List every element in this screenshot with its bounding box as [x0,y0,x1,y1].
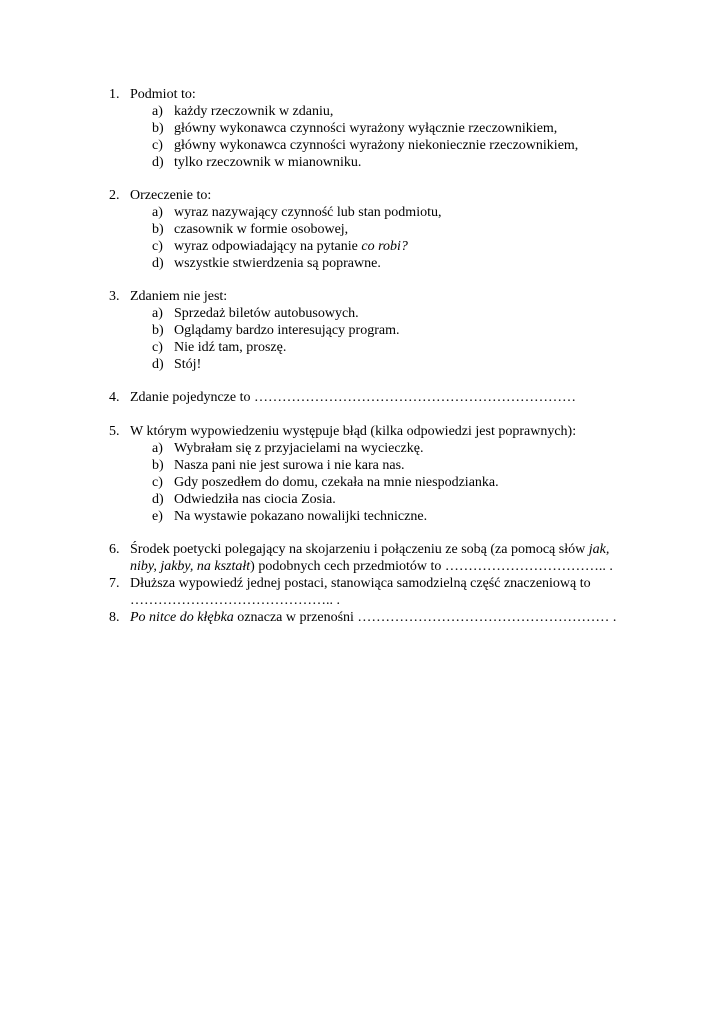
option-letter: b) [152,458,164,473]
option-text: tylko rzeczownik w mianowniku. [174,155,362,170]
question-text: Zdaniem nie jest: [130,289,228,304]
option-text: czasownik w formie osobowej, [174,222,349,237]
option-text: główny wykonawca czynności wyrażony niekoniecznie rzeczownikiem, [174,138,579,153]
option-text: Odwiedziła nas ciocia Zosia. [174,492,336,507]
option-letter: d) [152,357,164,372]
question-text: Zdanie pojedyncze to …………………………………………………………… [130,390,577,405]
option-letter: d) [152,155,164,170]
option-text: Oglądamy bardzo interesujący program. [174,323,400,338]
question-text [130,609,616,626]
option-letter: a) [152,306,163,321]
option-letter: c) [152,138,163,153]
question-text: Orzeczenie to: [130,188,212,203]
question-text-italic: niby, jakby, na kształt [130,559,251,574]
question-number: 5. [109,424,120,439]
option-letter: d) [152,492,164,507]
question-text-plain: ) podobnych cech przedmiotów to …………………………….. . [250,559,613,574]
question-number: 2. [109,188,120,203]
question-number: 8. [109,610,120,625]
question-number: 1. [109,87,120,102]
question-text-italic: jak, [588,542,610,557]
question-text: Dłuższa wypowiedź jednej postaci, stanowiąca samodzielną część znaczeniową to [130,576,591,591]
question-text-plain: oznacza w przenośni ……………………………………………… . [233,610,617,625]
option-text: Nie idź tam, proszę. [174,340,287,355]
option-letter: a) [152,441,163,456]
option-text: Wybrałam się z przyjacielami na wycieczkę. [174,441,424,456]
question-number: 7. [109,576,120,591]
question-number: 3. [109,289,120,304]
option-letter: b) [152,121,164,136]
option-text: Gdy poszedłem do domu, czekała na mnie niespodzianka. [174,475,499,490]
question-number: 4. [109,390,120,405]
option-text: wszystkie stwierdzenia są poprawne. [174,256,381,271]
option-text [174,238,408,255]
question-text-plain: Środek poetycki polegający na skojarzeniu i połączeniu ze sobą (za pomocą słów [130,542,589,557]
option-letter: a) [152,104,163,119]
question-text: Podmiot to: [130,87,196,102]
question-text-continued: …………………………………….. . [130,593,340,608]
option-text: Sprzedaż biletów autobusowych. [174,306,359,321]
option-letter: b) [152,323,164,338]
option-text: główny wykonawca czynności wyrażony wyłącznie rzeczownikiem, [174,121,558,136]
option-text: Na wystawie pokazano nowalijki techniczne. [174,509,428,524]
question-text-continued [130,558,613,575]
option-text: wyraz nazywający czynność lub stan podmiotu, [174,205,442,220]
option-letter: e) [152,509,163,524]
option-text: Nasza pani nie jest surowa i nie kara nas. [174,458,405,473]
question-number: 6. [109,542,120,557]
option-letter: c) [152,239,163,254]
question-text-italic: Po nitce do kłębka [130,610,234,625]
question-text: W którym wypowiedzeniu występuje błąd (kilka odpowiedzi jest poprawnych): [130,424,577,439]
option-letter: d) [152,256,164,271]
option-letter: c) [152,475,163,490]
option-letter: b) [152,222,164,237]
option-letter: c) [152,340,163,355]
option-text: Stój! [174,357,202,372]
question-text [130,541,609,558]
option-letter: a) [152,205,163,220]
option-text: każdy rzeczownik w zdaniu, [174,104,334,119]
option-text-italic: co robi? [361,239,408,254]
option-text-plain: wyraz odpowiadający na pytanie [174,239,362,254]
